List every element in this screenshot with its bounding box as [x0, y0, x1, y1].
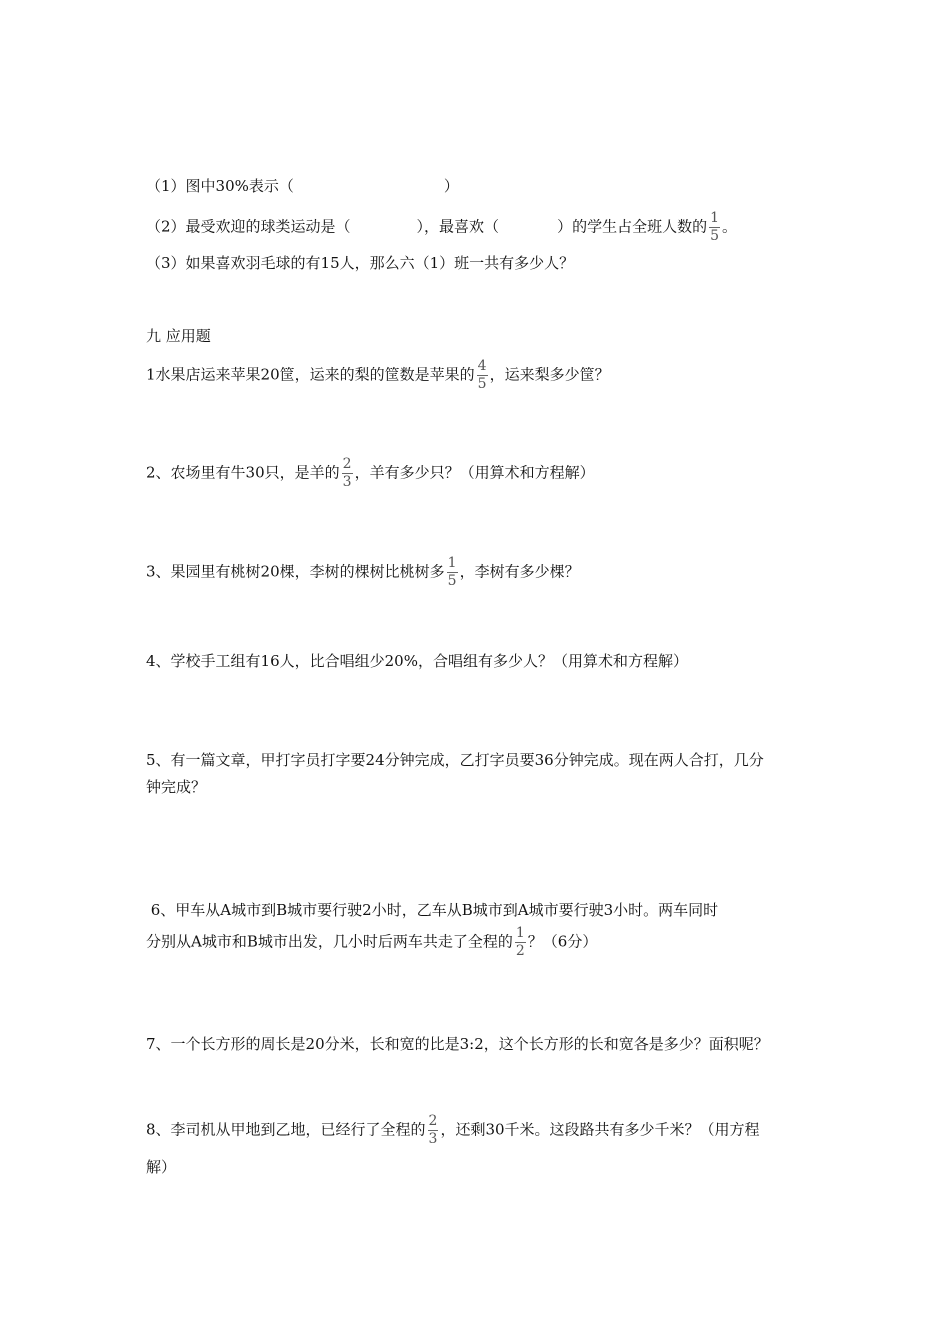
- fraction-denominator: 3: [428, 1131, 438, 1147]
- fraction-numerator: 1: [515, 925, 525, 941]
- fraction-numerator: 2: [428, 1113, 438, 1129]
- fraction: [709, 210, 720, 245]
- fraction-numerator: 2: [342, 456, 352, 472]
- problem-2-text-end: ，羊有多少只？（用算术和方程解）: [354, 463, 595, 482]
- problem-8-text: 8、李司机从甲地到乙地，已经行了全程的: [146, 1120, 426, 1139]
- problem-1-text-end: ，运来梨多少筐？: [489, 365, 610, 384]
- question-2-end: 。: [722, 217, 738, 236]
- problem-8-line-1: [146, 1113, 760, 1148]
- fraction: [477, 358, 488, 393]
- fraction-numerator: 4: [477, 358, 487, 374]
- problem-1: [146, 358, 610, 393]
- problem-1-text: 1水果店运来苹果20筐，运来的梨的筐数是苹果的: [146, 365, 475, 384]
- problem-3-text: 3、果园里有桃树20棵，李树的棵树比桃树多: [146, 562, 445, 581]
- fraction-denominator: 2: [515, 943, 525, 959]
- problem-4: 4、学校手工组有16人，比合唱组少20%，合唱组有多少人？（用算术和方程解）: [146, 652, 688, 670]
- question-2-part1: （2）最受欢迎的球类运动是（: [146, 217, 351, 236]
- question-2-part2: ），最喜欢（: [416, 217, 500, 236]
- question-1: [146, 175, 459, 197]
- question-2: [146, 210, 737, 245]
- fraction-numerator: 1: [447, 555, 457, 571]
- fraction-denominator: 5: [710, 228, 719, 244]
- fraction-denominator: 5: [447, 573, 457, 589]
- fraction: [515, 925, 526, 960]
- problem-5-line-1: 5、有一篇文章，甲打字员打字要24分钟完成，乙打字员要36分钟完成。现在两人合打，几分: [146, 751, 764, 769]
- question-1-label: （1）图中30%表示（: [146, 177, 294, 195]
- problem-6-line-2: [146, 925, 597, 960]
- fraction-denominator: 5: [477, 376, 487, 392]
- question-1-close: ）: [443, 177, 459, 195]
- fraction-numerator: 1: [710, 210, 719, 226]
- question-2-part3: ）的学生占全班人数的: [557, 217, 708, 236]
- section-title: 九 应用题: [146, 327, 211, 345]
- problem-2-text: 2、农场里有牛30只，是羊的: [146, 463, 340, 482]
- problem-7: 7、一个长方形的周长是20分米，长和宽的比是3:2，这个长方形的长和宽各是多少？面积呢？: [146, 1035, 769, 1053]
- problem-6-text-end: ？（6分）: [527, 932, 598, 951]
- problem-6-text: 分别从A城市和B城市出发，几小时后两车共走了全程的: [146, 932, 513, 951]
- problem-2: [146, 456, 595, 491]
- problem-6-line-1: 6、甲车从A城市到B城市要行驶2小时，乙车从B城市到A城市要行驶3小时。两车同时: [146, 901, 719, 919]
- fraction: [342, 456, 353, 491]
- problem-5-line-2: 钟完成？: [146, 778, 207, 796]
- problem-3-text-end: ，李树有多少棵？: [459, 562, 580, 581]
- fraction: [447, 555, 458, 590]
- question-3: （3）如果喜欢羽毛球的有15人，那么六（1）班一共有多少人？: [146, 254, 575, 272]
- problem-8-line-2: 解）: [146, 1158, 177, 1176]
- fraction: [428, 1113, 439, 1148]
- problem-3: [146, 555, 580, 590]
- fraction-denominator: 3: [342, 474, 352, 490]
- problem-8-text-end: ，还剩30千米。这段路共有多少千米？（用方程: [440, 1120, 760, 1139]
